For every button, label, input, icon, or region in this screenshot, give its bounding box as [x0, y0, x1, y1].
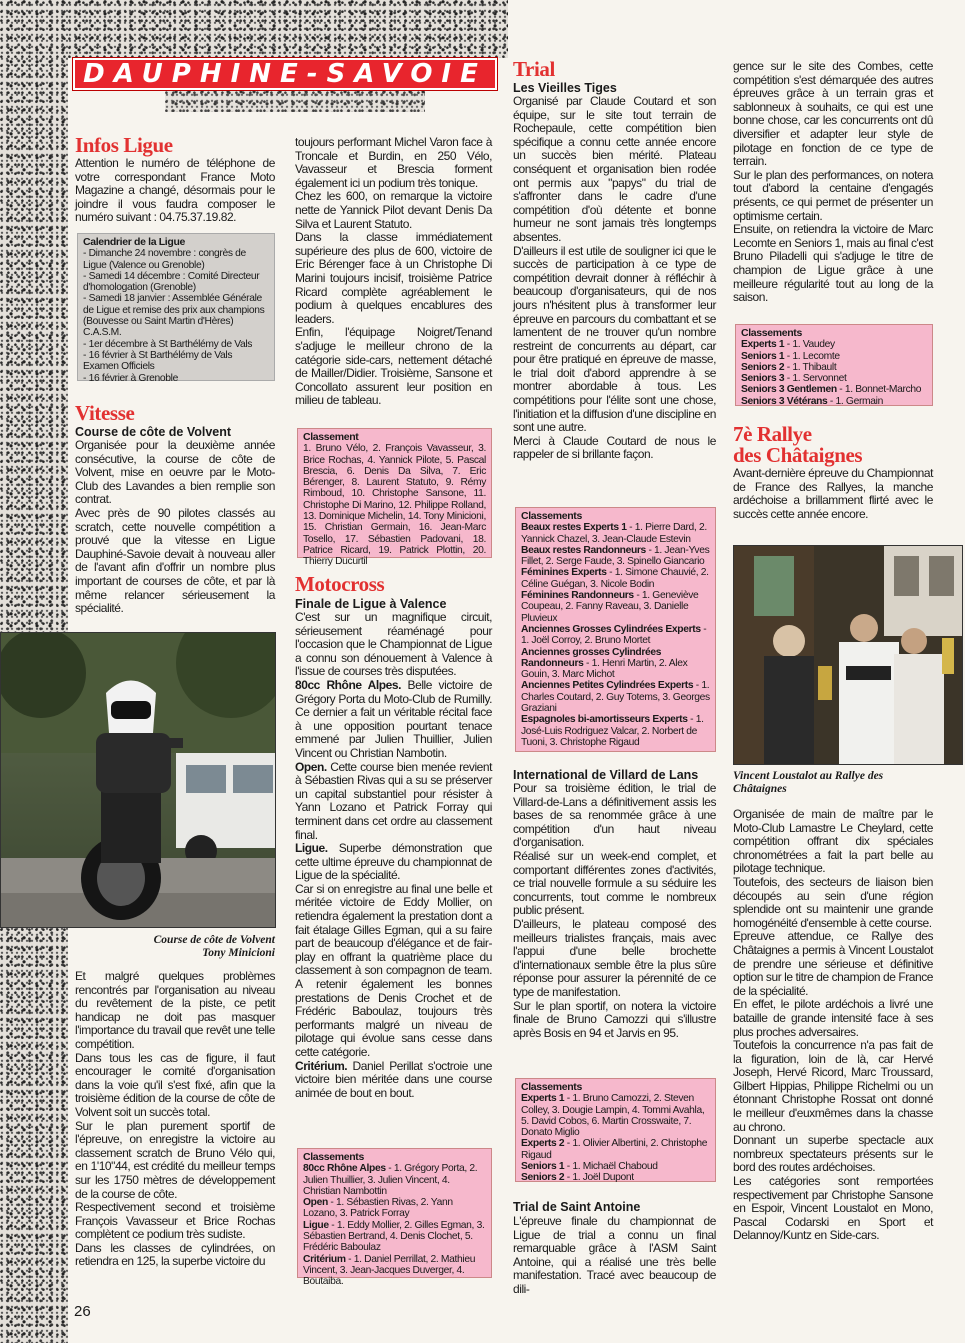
result-rest: - 1. Pierre Dard, 2. Yannick Chazel, 3. Jean-Claude Estevin: [521, 522, 707, 545]
body: Daniel Perillat s'octroie une victoire bien méritée dans une course animée de bout en bout.: [295, 1058, 492, 1100]
result-rest: - 1. Henri Martin, 2. Alex Gouin, 3. Marc Michot: [521, 657, 688, 681]
paragraph: toujours performant Michel Varon face à Troncale et Burdin, en 250 Vélo, Vavasseur et Brescia forment également ici un podium très tonique.: [295, 135, 492, 190]
paragraph: Organisé par Claude Coutard et son équipe, sur le site tout terrain de Rochepaule, cette compétition bien spécifique a connu cette année encore un succès bien mérité. Plateau conséquent et organisation bien rodée ont permis aux "papys" du trial de s'affronter dans le cadre d'une compétition d'où détente et bonne humeur ne sont jamais très longtemps absentes.: [513, 94, 716, 244]
result-line: [521, 1138, 710, 1161]
calendar-line: C.A.S.M.: [83, 327, 122, 339]
paragraph: Organisée de main de maître par le Moto-Club Lamastre Le Cheylard, cette compétition offrant dix spéciales chronométrées a fait la part belle au pilotage technique.: [733, 807, 933, 876]
paragraph: Epreuve attendue, ce Rallye des Châtaignes a permis à Vincent Loustalot de prendre une sérieuse et définitive option sur le titre de champion de France de la spécialité.: [733, 929, 933, 998]
paragraph: En effet, le pilote ardéchois a livré une bataille de grande intensité face à ses plus proches adversaires.: [733, 997, 933, 1039]
result-line: [521, 567, 710, 590]
paragraph: Donnant un superbe spectacle aux nombreux spectateurs présents sur le bord des routes ardéchoises.: [733, 1133, 933, 1175]
result-lead: Espagnoles bi-amortisseurs Experts: [521, 714, 688, 726]
lead: Ligue.: [295, 841, 328, 856]
vitesse-results-text: [295, 136, 492, 408]
photo-volvent-image: [1, 633, 276, 928]
paragraph: Enfin, l'équipage Noigret/Tenand s'adjuge le meilleur chrono de la catégorie side-cars, nettement détaché de Mailler/Didier. Troisième, Sansone et Concollato assurent leur position en milieu de tableau.: [295, 325, 492, 408]
rallye-text: [733, 808, 933, 1243]
classement-text: 1. Bruno Vélo, 2. François Vavasseur, 3. Brice Rochas, 4. Yannick Pilote, 5. Pascal Brescia, 6. Denis Da Silva, 7. Eric Bérenger, 8. Laurent Statuto, 9. Rémy Rimboud, 10. Christophe Sansone, 11. Christophe Di Marino, 12. Philippe Rolland, 13. Dominique Michelin, 14. Tony Minicioni, 15. Christian Germain, 16. Jean-Marc Tosello, 17. Sébastien Padovani, 18. Patrice Ricard, 19. Patrick Plottin, 20. Thierry Ducurtil: [303, 443, 486, 568]
result-line: [521, 590, 710, 624]
paragraph: C'est sur un magnifique circuit, sérieusement réaménagé pour l'occasion que le Championnat de Ligue a connu son dénouement à Valence à l'issue de courses très disputées.: [295, 610, 492, 679]
vitesse-classement-box: [297, 428, 492, 568]
classement-title: Classement: [303, 431, 359, 443]
saint-antoine-classements-box: [735, 324, 933, 406]
result-lead: Anciennes grosses Cylindrées Randonneurs: [521, 646, 662, 669]
villard-subtitle: International de Villard de Lans: [513, 768, 699, 782]
calendar-line: Examen Officiels: [83, 361, 155, 373]
paragraph: Sur le plan purement sportif de l'épreuve, on enregistre la victoire au classement scratch de Bruno Vélo qui, en 1'10"44, est crédité du meilleur temps sur les 1750 mètres de développement de la course de côte.: [75, 1118, 275, 1201]
result-rest: - 1. Joël Dupont: [564, 1172, 634, 1184]
result-rest: - 1. Bruno Camozzi, 2. Steven Colley, 3. Dougie Lampin, 4. Tommi Avahla, 5. David Cobos, 6. Martin Crosswaite, 7. Donato Miglio: [521, 1093, 705, 1139]
paragraph: Respectivement second et troisième François Vavasseur et Brice Rochas complètent ce podium très sudiste.: [75, 1200, 275, 1242]
result-rest: - 1. Jean-Yves Fillet, 2. Serge Faude, 3. Spinello Giancario: [521, 544, 710, 568]
result-line: [521, 680, 710, 714]
rallye-photo-caption: Vincent Loustalot au Rallye des Châtaignes: [733, 770, 884, 795]
result-lead: Critérium: [303, 1253, 346, 1265]
banner-speckle-below: [165, 90, 425, 112]
result-rest: - 1. Sébastien Rivas, 2. Yann Lozano, 3. Patrick Forray: [303, 1197, 453, 1220]
vitesse-subtitle: Course de côte de Volvent: [75, 425, 232, 439]
result-lead: Experts 2: [521, 1138, 565, 1150]
result-lead: Open: [303, 1197, 328, 1209]
result-lead: Féminines Randonneurs: [521, 590, 634, 602]
trial-subtitle: Les Vieilles Tiges: [513, 81, 617, 95]
paragraph: [295, 761, 492, 843]
calendar-line: - 1er décembre à St Barthélémy de Vals: [83, 338, 253, 350]
villard-text: [513, 782, 716, 1040]
paragraph: gence sur le site des Combes, cette compétition s'est démarquée des autres épreuves grâce à un terrain gras et sablonneux à souhaits, ce qui est une bonne chose, car les concurrents ont dû diversifier et adapter leur style de pilotage en fonction de ce type de terrain.: [733, 59, 933, 169]
infos-ligue-title: Infos Ligue: [75, 133, 173, 157]
trial-title: Trial: [513, 57, 555, 81]
vitesse-continued: [75, 970, 275, 1269]
rallye-title-2: des Châtaignes: [733, 443, 863, 467]
result-line: [521, 714, 710, 748]
result-line: [521, 1172, 710, 1183]
result-rest: - 1. Michaël Chaboud: [564, 1161, 658, 1173]
result-line: [303, 1163, 486, 1197]
paragraph: Dans tous les cas de figure, il faut encourager le comité d'organisation dans la voie qu'il s'est fixé, afin que la troisième édition de la course de côte de Volvent soit un succès total.: [75, 1050, 275, 1119]
paragraph: Toutefois la concurrence n'a pas fait de la figuration, loin de là, car Hervé Joseph, Hervé Ricord, Marc Troussard, Gilbert Hippias, Philippe Richelmi ou un étonnant Christophe Rossat ont donné le meilleur d'euxmêmes dans la chasse au chrono.: [733, 1038, 933, 1134]
result-line: [521, 624, 710, 647]
result-rest: - 1. Geneviève Coupeau, 2. Fanny Raveau, 3. Danielle Pluvieux: [521, 590, 699, 624]
paragraph: Réalisé sur un week-end complet, et comportant différentes zones d'activités, ce trial nouvelle formule a su séduire les concurrents, tout comme le nombreux public présent.: [513, 848, 716, 918]
body: Belle victoire de Grégory Porta du Moto-Club de Rumilly. Ce dernier a fait un véritable récital face à une opposition pourtant tenace emmené par Julien Thuillier, Julien Vincent ou Christian Nambotin.: [295, 677, 492, 760]
result-rest: - 1. Charles Coutard, 2. Guy Totems, 3. Georges Graziani: [521, 680, 710, 715]
paragraph: Organisée pour la deuxième année consécutive, la course de côte de Volvent, mise en oeuvre par le Moto-Club des Lavandes a bien remplie son contrat.: [75, 438, 275, 507]
result-rest: - 1. Simone Chauvié, 2. Céline Guégan, 3. Nicole Bodin: [521, 567, 709, 590]
result-lead: Beaux restes Experts 1: [521, 522, 627, 534]
paragraph: [295, 1060, 492, 1101]
result-lead: Seniors 1: [521, 1161, 565, 1173]
paragraph: Merci à Claude Coutard de nous le rappeler de si brillante façon.: [513, 433, 716, 462]
body: Superbe démonstration que cette ultime épreuve du championnat de Ligue de la spécialité.: [295, 841, 492, 883]
motocross-subtitle: Finale de Ligue à Valence: [295, 597, 447, 611]
paragraph: Sur le plan sportif, on notera la victoire finale de Bruno Camozzi qui s'illustre après Bosis en 94 et Jarvis en 95.: [513, 998, 716, 1040]
page-number: 26: [74, 1303, 91, 1320]
infos-ligue-text: Attention le numéro de téléphone de votre correspondant France Moto Magazine a changé, désormais pour le joindre il vous faudra composer le numéro suivant : 04.75.37.19.82.: [75, 156, 275, 225]
paragraph: [295, 679, 492, 761]
banner-title: DAUPHINE-SAVOIE: [83, 59, 487, 89]
calendar-line: - Dimanche 24 novembre : congrès de Ligue (Valence ou Grenoble): [83, 248, 246, 271]
paragraph: D'ailleurs, le plateau composé des meilleurs trialistes français, mais avec l'appui d'une belle brochette d'internationaux semble être la plus sûre réponse pour assurer la pérennité de ce type de manifestation.: [513, 916, 716, 999]
paragraph: Chez les 600, on remarque la victoire nette de Yannick Pilot devant Denis Da Silva et Laurent Statuto.: [295, 189, 492, 231]
result-rest: - 1. Olivier Albertini, 2. Christophe Rigaud: [521, 1138, 708, 1161]
result-lead: Seniors 2: [521, 1172, 565, 1184]
result-lead: Seniors 3 Vétérans: [741, 395, 828, 407]
paragraph: Dans les classes de cylindrées, on retiendra en 125, la superbe victoire du: [75, 1240, 275, 1269]
result-lead: Seniors 3 Gentlemen: [741, 384, 837, 396]
result-lead: Anciennes Grosses Cylindrées Experts: [521, 623, 701, 635]
paragraph: Et malgré quelques problèmes rencontrés par l'organisation au niveau du revêtement de la piste, ce petit handicap ne doit pas masquer l'importance du travail que revêt une telle compétition.: [75, 969, 275, 1051]
paragraph: Dans la classe immédiatement supérieure des plus de 600, victoire de Eric Bérenger face à un Christophe Di Marini toujours incisif, troisième Patrice Ricard complète agréablement le podium à quelques encablures des leaders.: [295, 230, 492, 326]
result-line: [521, 1161, 710, 1172]
result-rest: - 1. Germain: [827, 395, 883, 407]
result-line: [303, 1220, 486, 1254]
paragraph: Pour sa troisième édition, le trial de Villard-de-Lans a définitivement assis les bases de sa renommée grâce à une compétition d'un haut niveau d'organisation.: [513, 781, 716, 850]
result-line: [521, 1093, 710, 1138]
paragraph: Avec près de 90 pilotes classés au scratch, cette nouvelle compétition a prouvé que la vitesse en Ligue Dauphiné-Savoie devait à nouveau aller de l'avant afin d'offrir un nombre plus important de courses de côte, et par là même relancer sérieusement la spécialité.: [75, 505, 275, 616]
result-lead: Experts 1: [521, 1093, 565, 1105]
result-lead: Seniors 3: [741, 373, 785, 385]
saint-antoine-text: L'épreuve finale du championnat de Ligue de trial a connu un final remarquable grâce à l'ASM Saint Antoine, qui a réalisé une très belle manifestation. Tracé avec beaucoup de dili-: [513, 1214, 716, 1296]
villard-classements-box: [515, 1078, 716, 1182]
result-lead: Seniors 1: [741, 350, 785, 362]
motocross-classements-box: [297, 1148, 492, 1288]
vitesse-text: [75, 439, 275, 616]
result-lead: Beaux restes Randonneurs: [521, 544, 646, 556]
result-line: [303, 1254, 486, 1288]
calendar-box: [77, 233, 275, 384]
vitesse-title: Vitesse: [75, 401, 135, 425]
motocross-text: [295, 611, 492, 1100]
classements-title: Classements: [741, 327, 802, 339]
trial-classements-box: [515, 507, 716, 752]
result-line: [741, 339, 927, 350]
result-line: [741, 396, 927, 407]
paragraph: Car si on enregistre au final une belle et méritée victoire de Eddy Mollier, on retiendra également la prestation dont a fait étalage Gilles Egman, qui a su faire part de beaucoup d'élégance et de fair-play en offrant la quatrième place du classement à son compagnon de team. A retenir également les bonnes prestations de Denis Crochet et de Frédéric Baboulaz, toujours très performants malgré un niveau de pilotage qui évolue sans cesse dans cette catégorie.: [295, 881, 492, 1059]
lead: Open.: [295, 759, 327, 774]
result-rest: - 1. José-Luis Rodriguez Valcar, 2. Norbert de Tuoni, 3. Christophe Rigaud: [521, 714, 704, 748]
result-line: [741, 373, 927, 384]
result-lead: Ligue: [303, 1219, 329, 1231]
photo-rallye-podium: [733, 545, 963, 765]
result-rest: - 1. Eddy Mollier, 2. Gilles Egman, 3. Sébastien Bertrand, 4. Denis Clochet, 5. Frédéric Baboulaz: [303, 1219, 485, 1254]
result-rest: - 1. Joël Corroy, 2. Bruno Mortet: [521, 623, 707, 647]
paragraph: [295, 842, 492, 883]
body: Cette course bien menée revient à Sébastien Rivas qui a su se préserver un capital substantiel pour résister à Yann Lozano et Patrick Forray qui terminent dans cet ordre au classement final.: [295, 759, 492, 842]
result-lead: Experts 1: [741, 339, 785, 351]
photo-rallye-image: [734, 546, 963, 765]
result-line: [741, 384, 927, 395]
result-rest: - 1. Grégory Porta, 2. Julien Thuillier, 3. Julien Vincent, 4. Christian Nambottin: [303, 1163, 478, 1197]
result-lead: 80cc Rhône Alpes: [303, 1163, 386, 1175]
photo-volvent-rider: [0, 632, 276, 928]
calendar-line: - Samedi 14 décembre : Comité Directeur d'homologation (Grenoble): [83, 270, 260, 294]
paragraph: Ensuite, on retiendra la victoire de Marc Lecomte en Seniors 1, mais au final c'est Bruno Piladelli qui s'adjuge le titre de champion de Ligue grâce à une meilleure régularité tout au long de la saison.: [733, 222, 933, 305]
result-lead: Féminines Experts: [521, 567, 607, 579]
top-speckle-band: [68, 0, 508, 58]
result-rest: - 1. Bonnet-Marcho: [836, 384, 922, 396]
result-line: [303, 1197, 486, 1220]
result-line: [741, 351, 927, 362]
calendar-title: Calendrier de la Ligue: [83, 236, 185, 248]
classements-title: Classements: [521, 510, 582, 522]
paragraph: D'ailleurs il est utile de souligner ici que le succès de participation à ce type de compétition devrait donner à réfléchir à beaucoup d'organisateurs, qui de nos jours n'hésitent plus à transformer leur épreuve en parcours du combattant et se lamentent de ne trouver qu'un nombre restreint de concurrents au départ, car pour être pratiqué en épreuve de masse, le trial doit d'abord apprendre à se montrer abordable à tous. Les compétitions pour l'élite sont une chose, l'initiation et la diffusion d'une discipline en sont une autre.: [513, 243, 716, 435]
result-rest: - 1. Vaudey: [784, 339, 835, 351]
motocross-title: Motocross: [295, 572, 385, 596]
result-line: [521, 522, 710, 545]
paragraph: Sur le plan des performances, on notera tout d'abord la centaine d'engagés présents, ce qui permet de présenter un optimisme certain.: [733, 167, 933, 223]
saint-antoine-subtitle: Trial de Saint Antoine: [513, 1200, 641, 1214]
result-line: [741, 362, 927, 373]
rallye-intro: Avant-dernière épreuve du Championnat de France des Rallyes, la manche ardéchoise a brillamment flirté avec le succès cette année encore.: [733, 466, 933, 521]
lead: 80cc Rhône Alpes.: [295, 677, 401, 692]
result-rest: - 1. Lecomte: [784, 350, 840, 362]
result-rest: - 1. Daniel Perrillat, 2. Mathieu Vincent, 3. Jean-Jacques Duverger, 4. Boutaiba.: [303, 1253, 476, 1288]
result-lead: Anciennes Petites Cylindrées Experts: [521, 680, 694, 692]
section-banner: [73, 58, 497, 90]
paragraph: Toutefois, des secteurs de liaison bien découpés au sein d'une région splendide ont su maintenir une grande homogénéité d'ensemble à cette course.: [733, 874, 933, 930]
paragraph: Les catégories sont remportées respectivement par Christophe Sansone en Espoir, Vincent Loustalot en Mono, Pascal Codarski en Sport et Delannoy/Kuntz en Side-cars.: [733, 1174, 933, 1243]
photo-caption-line1: Course de côte de Volvent: [153, 934, 275, 946]
classements-title: Classements: [521, 1081, 582, 1093]
saint-antoine-continued: [733, 60, 933, 305]
classements-title: Classements: [303, 1151, 364, 1163]
result-line: [521, 647, 710, 681]
result-line: [521, 545, 710, 568]
lead: Critérium.: [295, 1058, 348, 1073]
calendar-line: - 16 février à Grenoble: [83, 372, 178, 384]
calendar-line: - 16 février à St Barthélémy de Vals: [83, 349, 233, 361]
result-lead: Seniors 2: [741, 361, 785, 373]
photo-caption-line2: Tony Minicioni: [202, 947, 275, 959]
result-rest: - 1. Thibault: [784, 361, 837, 373]
calendar-line: - Samedi 18 janvier : Assemblée Générale de Ligue et remise des prix aux champions (Bouvesse ou Saint Martin d'Hères): [83, 293, 265, 328]
result-rest: - 1. Servonnet: [784, 373, 847, 385]
trial-text: [513, 95, 716, 462]
rallye-title-1: 7è Rallye: [733, 422, 812, 446]
